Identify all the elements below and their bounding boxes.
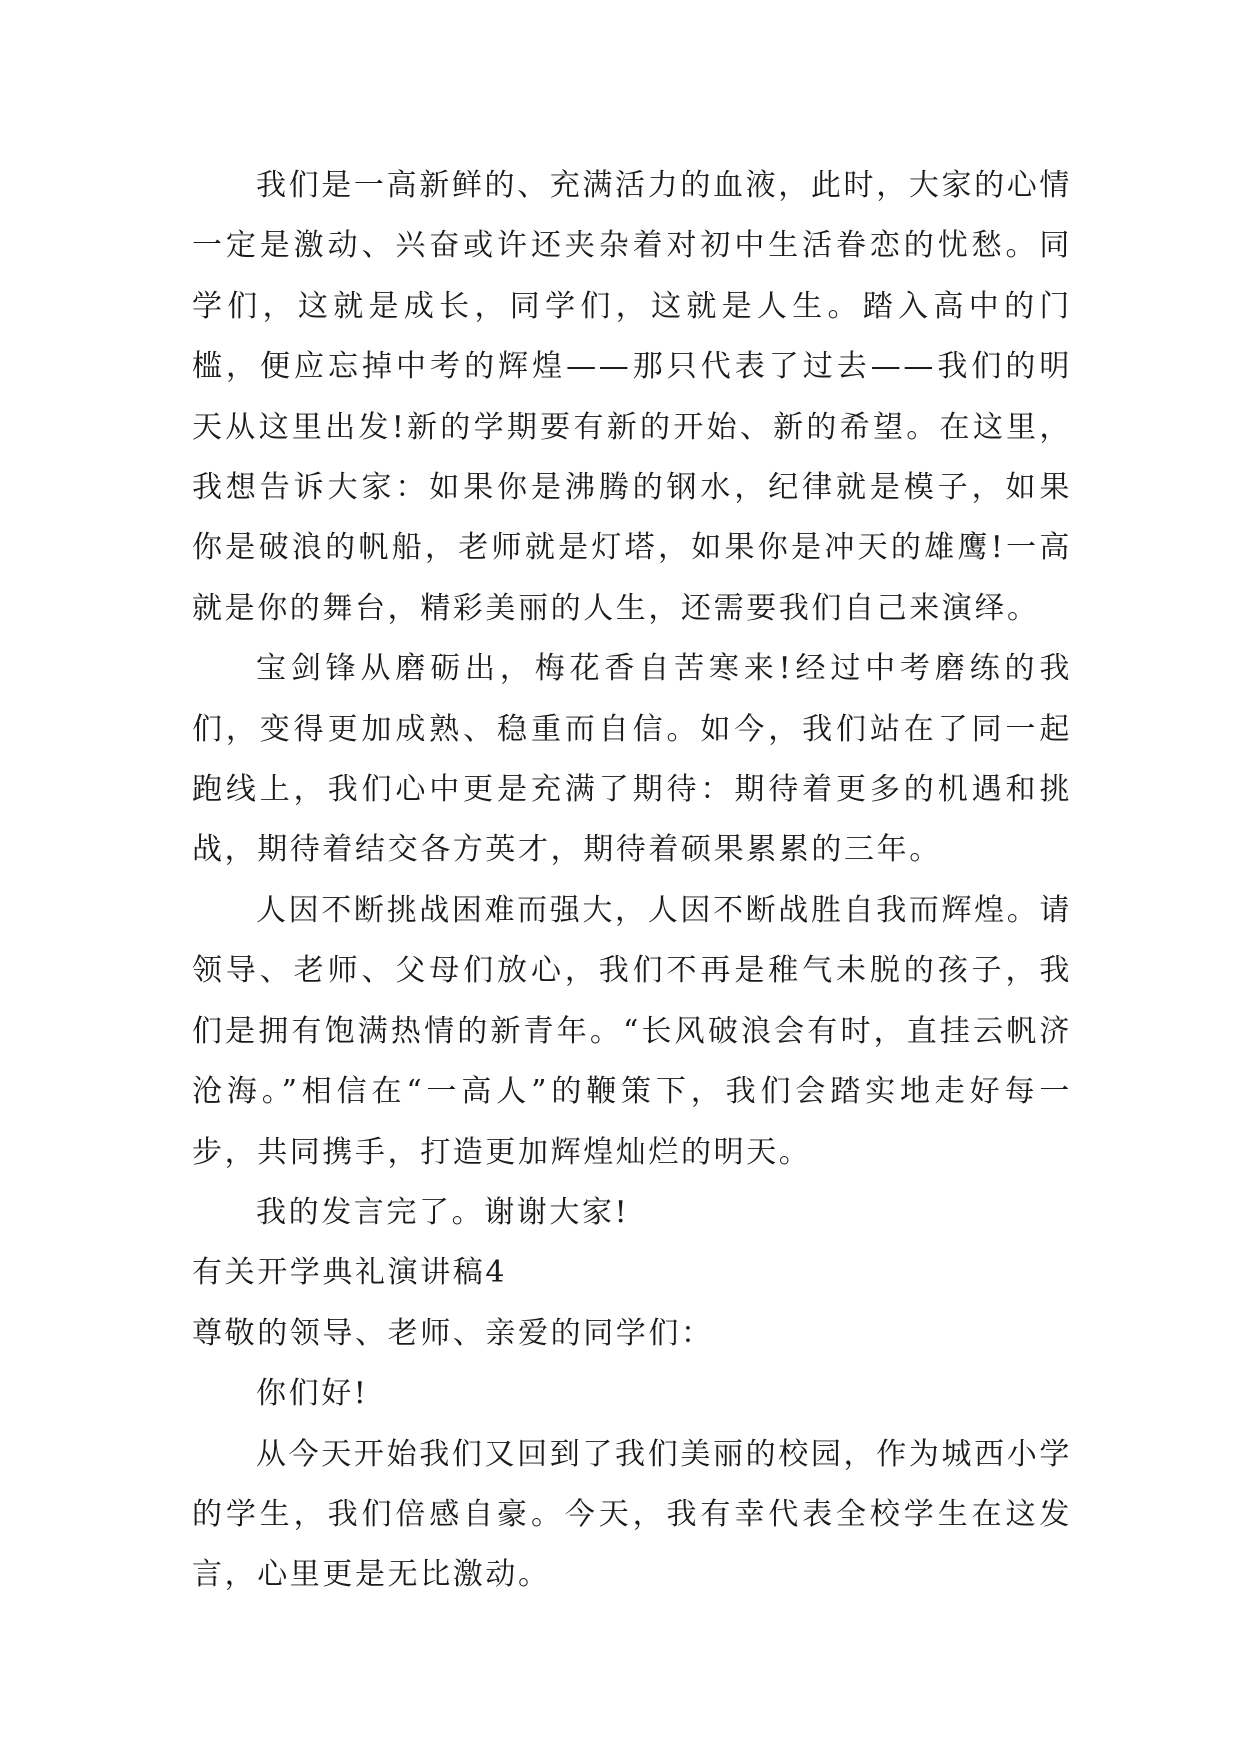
paragraph-4: 从今天开始我们又回到了我们美丽的校园，作为城西小学的学生，我们倍感自豪。今天，我有幸代表全校学生在这发言，心里更是无比激动。	[192, 1436, 1072, 1593]
paragraph-2: 宝剑锋从磨砺出，梅花香自苦寒来!经过中考磨练的我们，变得更加成熟、稳重而自信。如今，我们站在了同一起跑线上，我们心中更是充满了期待：期待着更多的机遇和挑战，期待着结交各方英才，期待着硕果累累的三年。	[192, 651, 1072, 868]
greeting: 你们好!	[256, 1376, 369, 1412]
paragraph-closing: 我的发言完了。谢谢大家!	[256, 1194, 630, 1230]
salutation: 尊敬的领导、老师、亲爱的同学们：	[192, 1315, 714, 1351]
section-heading: 有关开学典礼演讲稿4	[192, 1255, 508, 1291]
document-body	[192, 156, 1072, 1606]
paragraph-3: 人因不断挑战困难而强大，人因不断战胜自我而辉煌。请领导、老师、父母们放心，我们不再是稚气未脱的孩子，我们是拥有饱满热情的新青年。“长风破浪会有时，直挂云帆济沧海。”相信在“一高人”的鞭策下，我们会踏实地走好每一步，共同携手，打造更加辉煌灿烂的明天。	[192, 892, 1072, 1170]
paragraph-1: 我们是一高新鲜的、充满活力的血液，此时，大家的心情一定是激动、兴奋或许还夹杂着对初中生活眷恋的忧愁。同学们，这就是成长，同学们，这就是人生。踏入高中的门槛，便应忘掉中考的辉煌——那只代表了过去——我们的明天从这里出发!新的学期要有新的开始、新的希望。在这里，我想告诉大家：如果你是沸腾的钢水，纪律就是模子，如果你是破浪的帆船，老师就是灯塔，如果你是冲天的雄鹰!一高就是你的舞台，精彩美丽的人生，还需要我们自己来演绎。	[192, 168, 1072, 626]
